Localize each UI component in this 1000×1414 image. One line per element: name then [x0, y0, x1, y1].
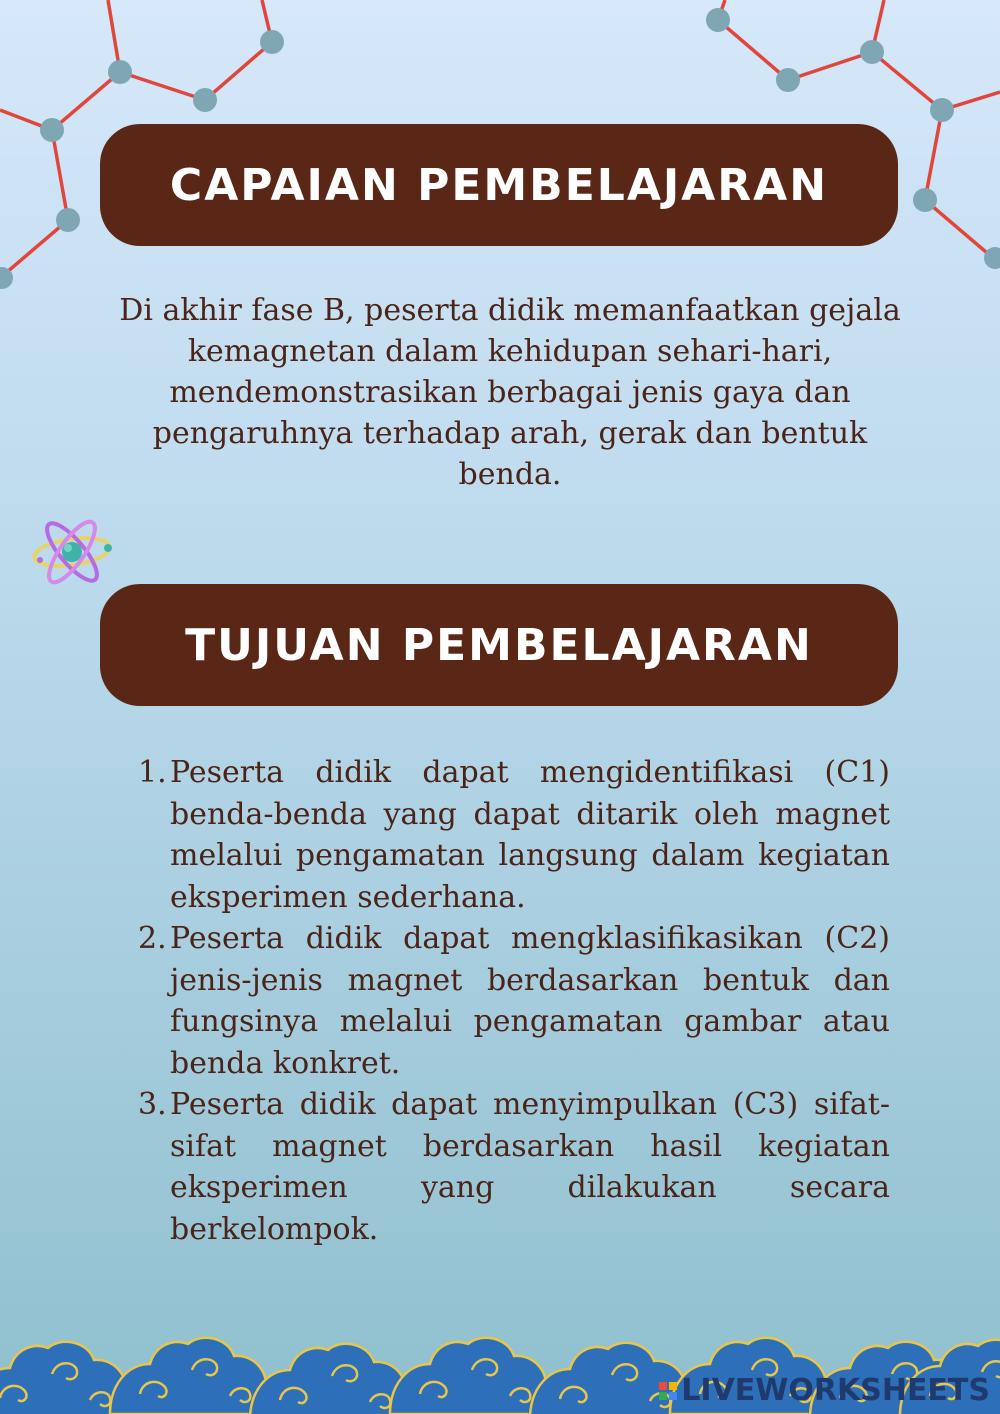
atom-icon — [28, 514, 118, 594]
list-item — [138, 752, 890, 918]
liveworksheets-watermark — [659, 1373, 990, 1408]
list-item-text: Peserta didik dapat mengklasifikasikan (C2) jenis-jenis magnet berdasarkan bentuk dan fungsinya melalui pengamatan gambar atau benda konkret. — [170, 921, 890, 1081]
liveworksheets-logo-icon — [659, 1382, 677, 1400]
capaian-text: Di akhir fase B, peserta didik memanfaatkan gejala kemagnetan dalam kehidupan sehari-hari, mendemonstrasikan berbagai jenis gaya dan pengaruhnya terhadap arah, gerak dan bentuk benda. — [119, 293, 901, 492]
list-item-number: 1. — [138, 755, 167, 790]
list-item — [138, 1084, 890, 1250]
tujuan-banner — [100, 584, 898, 706]
list-item-number: 2. — [138, 921, 167, 956]
capaian-title: CAPAIAN PEMBELAJARAN — [169, 159, 829, 211]
list-item-number: 3. — [138, 1087, 167, 1122]
list-item-text: Peserta didik dapat menyimpulkan (C3) sifat-sifat magnet berdasarkan hasil kegiatan eksperimen yang dilakukan secara berkelompok. — [170, 1087, 890, 1247]
capaian-banner — [100, 124, 898, 246]
list-item — [138, 918, 890, 1084]
tujuan-list — [138, 752, 890, 1250]
list-item-text: Peserta didik dapat mengidentifikasi (C1) benda-benda yang dapat ditarik oleh magnet melalui pengamatan langsung dalam kegiatan eksperimen sederhana. — [170, 755, 890, 915]
tujuan-title: TUJUAN PEMBELAJARAN — [185, 619, 813, 671]
watermark-text: LIVEWORKSHEETS — [681, 1373, 990, 1408]
